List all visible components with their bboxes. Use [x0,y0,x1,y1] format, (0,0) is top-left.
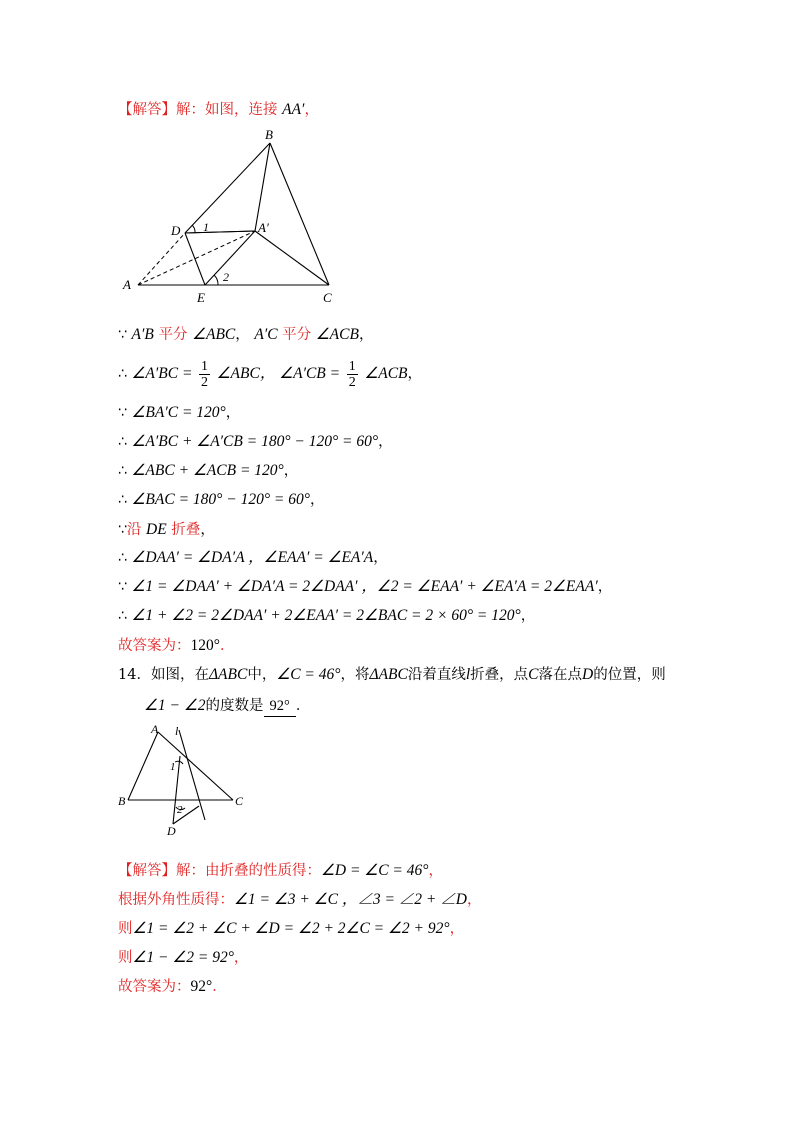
intro-math: AA′ [282,101,305,118]
answer-value: 92° [190,978,213,995]
step-line-10 [118,606,535,626]
step-math-4: ∠ACB [364,365,408,382]
label-a-prime: A′ [258,220,269,235]
q-math-6: D [582,666,594,683]
step-math: DE [146,521,167,538]
answer-blank: 92° [264,696,296,717]
solution-end: ， [449,921,465,937]
step-line-7 [118,520,215,540]
step-end: ， [200,522,215,538]
step-math: ∠BA′C = 120° [131,404,226,421]
step-math: ∠1 + ∠2 = 2∠DAA′ + 2∠EAA′ = 2∠BAC = 2 × 60° = 120° [131,607,521,624]
segment-de [185,233,205,285]
label-d: D [167,824,176,838]
therefore-symbol: ∴ [118,550,127,566]
q-math-4: l [465,666,471,683]
solution-end: ， [466,892,482,908]
step-math: ∠ABC + ∠ACB = 120° [131,462,284,479]
q-math-2: ∠C = 46° [276,666,341,683]
solution-2-line-1 [118,861,443,881]
figure-folded-abc [115,722,255,847]
step-line-2 [118,357,422,391]
solution-1-heading [118,100,319,120]
label-1: 1 [170,761,176,773]
label-1: 1 [203,220,209,234]
fraction-denominator-2: 2 [348,374,356,390]
label-2: 2 [223,270,229,284]
because-symbol: ∵ [118,522,127,538]
q-math-5: C [528,666,539,683]
label-2: 2 [177,804,183,816]
step-line-5 [118,461,298,481]
step-math: ∠A′BC + ∠A′CB = 180° − 120° = 60° [131,433,379,450]
answer-label: 故答案为： [118,979,191,995]
angle-2-arc [214,275,218,285]
solution-tag: 【解答】 [118,863,176,879]
step-red-text-2: 平分 [277,327,312,343]
step-math-2: ∠ABC [216,365,260,382]
label-a: A [123,277,131,292]
solution-intro: 解：如图，连接 [176,102,278,118]
step-sep: ， [235,327,250,343]
label-e: E [197,290,205,305]
solution-text: 解：由折叠的性质得： [176,863,321,879]
step-math: ∠1 = ∠DAA′ + ∠DA′A = 2∠DAA′ ，∠2 = ∠EAA′ + ∠EA′A = 2∠EAA′ [131,578,598,595]
answer-end: ． [212,979,227,995]
label-d: D [171,223,181,238]
dashed-aa-prime [138,231,255,285]
fraction-numerator: 1 [201,358,209,374]
step-math: ∠DAA′ = ∠DA′A ，∠EAA′ = ∠EA′A [131,549,374,566]
question-14-line-1 [118,665,666,685]
answer-value: 120° [190,637,220,654]
solution-text: 则 [118,921,133,937]
step-red-text: 沿 [126,522,142,538]
step-end: ， [597,579,613,595]
solution-2-line-2 [118,890,481,910]
answer-label: 故答案为： [118,638,191,654]
step-end: ， [520,608,536,624]
label-b: B [118,794,126,808]
intro-end: ， [304,102,319,118]
step-math: A′B [131,326,154,343]
q-text-8: ． [295,698,311,714]
step-math: ∠BAC = 180° − 120° = 60° [131,491,310,508]
solution-math: ∠1 = ∠3 + ∠C ，∠3 = ∠2 + ∠D [234,891,467,908]
step-line-6 [118,490,324,510]
question-14-line-2 [144,696,310,717]
solution-2-line-3 [118,919,464,939]
solution-math: ∠1 = ∠2 + ∠C + ∠D = ∠2 + 2∠C = ∠2 + 92° [132,920,450,937]
answer-line-1 [118,636,234,656]
step-math: ∠A′BC = [131,365,193,382]
q-text-6: 的位置，则 [593,667,666,683]
answer-line-2 [118,977,227,997]
dashed-ad [138,233,185,285]
fraction-denominator: 2 [201,374,209,390]
q-text-3: 沿着直线 [407,667,466,683]
because-symbol: ∵ [118,405,127,421]
step-math-3: A′C [254,326,278,343]
step-end: ， [225,405,241,421]
q-math-1: ΔABC [208,666,248,683]
segment-ab [128,732,158,800]
step-end: ， [407,366,422,382]
label-b: B [265,127,273,142]
step-line-1 [118,325,373,345]
step-end: ， [373,550,388,566]
segment-ea-prime [205,231,255,285]
step-line-3 [118,403,240,423]
answer-end: ． [219,638,235,654]
angle-1-arc [192,225,195,233]
q-text-4: 折叠，点 [470,667,529,683]
therefore-symbol: ∴ [118,434,127,450]
therefore-symbol: ∴ [118,492,127,508]
step-end: ， [358,327,374,343]
step-math-2: ∠ABC [192,326,236,343]
step-line-4 [118,432,393,452]
step-line-8 [118,548,388,568]
q-text-7: 的度数是 [205,698,264,714]
line-l [179,730,205,820]
fraction-half-2 [347,359,358,390]
solution-tag: 【解答】 [118,102,176,118]
label-a: A [151,722,159,736]
q-math-7: ∠1 − ∠2 [144,697,206,714]
because-symbol: ∵ [118,327,127,343]
step-math-3: ， ∠A′CB = [259,365,341,382]
label-c: C [235,794,244,808]
therefore-symbol: ∴ [118,608,127,624]
figure-folded-triangle [115,125,355,310]
step-line-9 [118,577,612,597]
step-red-text-2: 折叠 [166,522,201,538]
solution-math: ∠1 − ∠2 = 92° [132,949,234,966]
solution-math: ∠D = ∠C = 46° [321,862,429,879]
fraction-half [199,359,210,390]
therefore-symbol: ∴ [118,366,127,382]
step-end: ， [309,492,325,508]
label-l: l [175,724,179,738]
step-end: ， [283,463,299,479]
solution-end: ， [428,863,443,879]
q-text-1: 中， [247,667,277,683]
question-number: 14．如图，在 [118,667,209,683]
therefore-symbol: ∴ [118,463,127,479]
fraction-numerator-2: 1 [348,358,356,374]
solution-end: ， [233,950,249,966]
solution-text: 根据外角性质得： [118,892,234,908]
q-text-2: ，将 [340,667,370,683]
because-symbol: ∵ [118,579,127,595]
step-math-4: ∠ACB [315,326,359,343]
solution-2-line-4 [118,948,248,968]
q-math-3: ΔABC [369,666,408,683]
step-red-text: 平分 [153,327,188,343]
q-text-5: 落在点 [538,667,583,683]
step-end: ， [378,434,393,450]
solution-text: 则 [118,950,133,966]
label-c: C [323,290,332,305]
